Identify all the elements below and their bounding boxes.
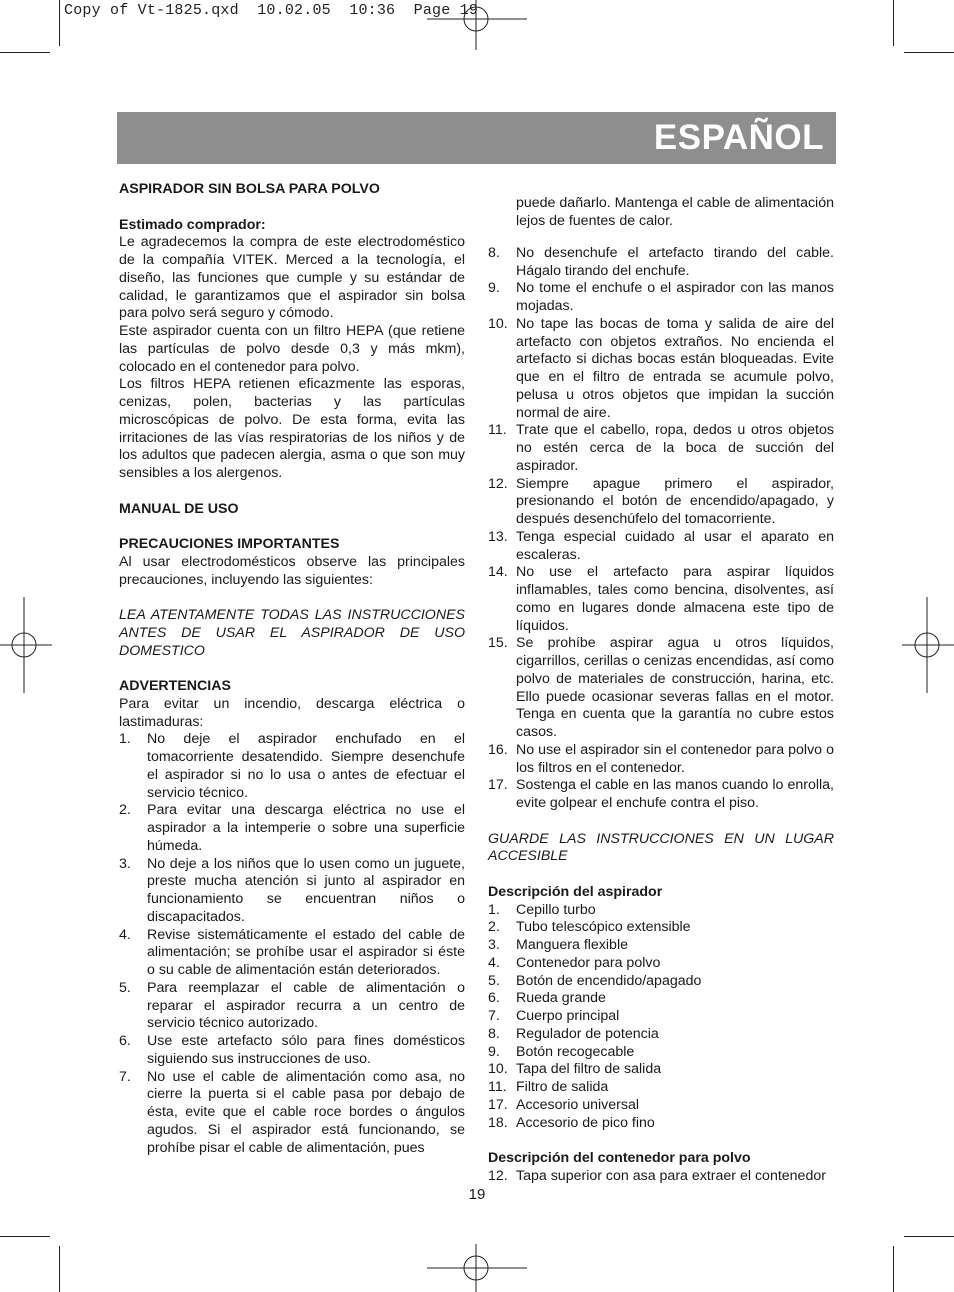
list-item bbox=[488, 937, 834, 955]
list-item-number: 17. bbox=[488, 777, 508, 794]
list-item bbox=[119, 856, 465, 927]
list-item-text: Sostenga el cable en las manos cuando lo enrolla, evite golpear el enchufe contra el piso. bbox=[516, 777, 834, 812]
list-item bbox=[488, 316, 834, 423]
list-item-number: 8. bbox=[488, 244, 500, 261]
list-item bbox=[488, 1168, 834, 1186]
list-item-text: Manguera flexible bbox=[516, 937, 628, 954]
list-item-text: No use el cable de alimentación como asa, no cierre la puerta si el cable pasa por debajo de ésta, evite que el cable roce bordes o ángulos agudos. Si el aspirador está funcionando, se prohíbe pisar el cable de alimentación, pues bbox=[147, 1068, 465, 1156]
list-item bbox=[488, 1097, 834, 1115]
list-item-continuation: puede dañarlo. Mantenga el cable de alimentación lejos de fuentes de calor. bbox=[516, 195, 834, 229]
list-item-text: No use el aspirador sin el contenedor para polvo o los filtros en el contenedor. bbox=[516, 741, 834, 776]
greeting-heading: Estimado comprador: bbox=[119, 216, 266, 233]
list-item bbox=[119, 927, 465, 980]
list-item-text: Tubo telescópico extensible bbox=[516, 919, 691, 936]
list-item-number: 8. bbox=[488, 1025, 500, 1042]
list-item-text: Filtro de salida bbox=[516, 1079, 609, 1096]
list-item bbox=[488, 635, 834, 742]
list-item bbox=[488, 280, 834, 316]
list-item bbox=[488, 955, 834, 973]
intro-paragraph: Los filtros HEPA retienen eficazmente las esporas, cenizas, polen, bacterias y las partículas microscópicas de polvo. De esta forma, evita las irritaciones de las vías respiratorias de los niños y de los adultos que padecen alergia, asma o que son muy sensibles a los alergenos. bbox=[119, 376, 465, 481]
list-item-text: Cepillo turbo bbox=[516, 901, 596, 918]
list-item-text: Accesorio de pico fino bbox=[516, 1114, 655, 1131]
list-item-text: No tome el enchufe o el aspirador con las manos mojadas. bbox=[516, 280, 834, 315]
list-item-text: Botón de encendido/apagado bbox=[516, 972, 702, 989]
list-item bbox=[488, 529, 834, 565]
list-item bbox=[119, 802, 465, 855]
container-parts-list bbox=[488, 1168, 834, 1186]
list-item-number: 12. bbox=[488, 1167, 508, 1184]
list-item-text: No desenchufe el artefacto tirando del cable. Hágalo tirando del enchufe. bbox=[516, 244, 834, 279]
list-item bbox=[119, 1033, 465, 1069]
list-item-number: 7. bbox=[119, 1068, 131, 1085]
list-item bbox=[488, 1044, 834, 1062]
list-item bbox=[488, 1008, 834, 1026]
warnings-list bbox=[119, 731, 465, 1157]
list-item bbox=[488, 1061, 834, 1079]
list-item-number: 12. bbox=[488, 475, 508, 492]
list-item bbox=[488, 1079, 834, 1097]
list-item-number: 9. bbox=[488, 280, 500, 297]
list-item-number: 2. bbox=[119, 802, 131, 819]
list-item-number: 16. bbox=[488, 741, 508, 758]
keep-notice: GUARDE LAS INSTRUCCIONES EN UN LUGAR ACCESIBLE bbox=[488, 830, 834, 865]
left-column bbox=[119, 181, 465, 1157]
read-notice: LEA ATENTAMENTE TODAS LAS INSTRUCCIONES ANTES DE USAR EL ASPIRADOR DE USO DOMESTICO bbox=[119, 607, 465, 659]
list-item-text: Rueda grande bbox=[516, 990, 606, 1007]
list-item-number: 17. bbox=[488, 1096, 508, 1113]
list-item bbox=[488, 476, 834, 529]
list-item-number: 3. bbox=[488, 937, 500, 954]
list-item bbox=[488, 1115, 834, 1133]
list-item bbox=[488, 902, 834, 920]
list-item-number: 10. bbox=[488, 315, 508, 332]
list-item-text: No deje a los niños que lo usen como un juguete, preste mucha atención si junto al aspirador en funcionamiento se encuentran niños o discapacitados. bbox=[147, 855, 465, 925]
list-item-number: 15. bbox=[488, 635, 508, 652]
list-item-text: Trate que el cabello, ropa, dedos u otros objetos no estén cerca de la boca de succión del aspirador. bbox=[516, 422, 834, 474]
list-item bbox=[488, 742, 834, 778]
list-item-number: 14. bbox=[488, 564, 508, 581]
registration-mark-top bbox=[427, 0, 527, 50]
document-title: ASPIRADOR SIN BOLSA PARA POLVO bbox=[119, 181, 380, 197]
list-item-text: No deje el aspirador enchufado en el tomacorriente desatendido. Siempre desenchufe el aspirador si no lo usa o antes de efectuar el servicio técnico. bbox=[147, 731, 465, 801]
list-item-text: Para evitar una descarga eléctrica no use el aspirador a la intemperie o sobre una superficie húmeda. bbox=[147, 802, 465, 854]
list-item-number: 10. bbox=[488, 1061, 508, 1078]
warnings-text: Para evitar un incendio, descarga eléctrica o lastimaduras: bbox=[119, 695, 465, 730]
list-item bbox=[488, 564, 834, 635]
list-item bbox=[119, 980, 465, 1033]
list-item-text: No use el artefacto para aspirar líquidos inflamables, tales como bencina, disolventes, así como en lugares donde almacena este tipo de líquidos. bbox=[516, 564, 834, 634]
list-item bbox=[488, 919, 834, 937]
registration-mark-right bbox=[902, 597, 954, 693]
language-banner bbox=[117, 112, 836, 164]
list-item-text: Se prohíbe aspirar agua u otros líquidos, cigarrillos, cerillas o cenizas encendidas, así como polvo de materiales de construcción, harina, etc. Ello puede ocasionar severas fallas en el motor. Tenga en cuenta que la garantía no cubre estos casos. bbox=[516, 635, 834, 741]
list-item-number: 4. bbox=[119, 926, 131, 943]
list-item-text: Tapa del filtro de salida bbox=[516, 1061, 662, 1078]
list-item-number: 5. bbox=[488, 972, 500, 989]
list-item-text: Tapa superior con asa para extraer el contenedor bbox=[516, 1167, 826, 1184]
list-item-number: 11. bbox=[488, 422, 507, 439]
list-item-number: 3. bbox=[119, 855, 131, 872]
list-item-text: Para reemplazar el cable de alimentación o reparar el aspirador recurra a un centro de servicio técnico autorizado. bbox=[147, 979, 465, 1032]
parts-list bbox=[488, 902, 834, 1133]
list-item-text: Botón recogecable bbox=[516, 1043, 635, 1060]
list-item-number: 9. bbox=[488, 1043, 500, 1060]
list-item bbox=[119, 1069, 465, 1158]
list-item bbox=[119, 731, 465, 802]
list-item-number: 6. bbox=[488, 990, 500, 1007]
banner-title: ESPAÑOL bbox=[653, 118, 824, 157]
intro-paragraph: Este aspirador cuenta con un filtro HEPA (que retiene las partículas de polvo desde 0,3 y más mkm), colocado en el contenedor para polvo. bbox=[119, 323, 465, 375]
precautions-text: Al usar electrodomésticos observe las principales precauciones, incluyendo las siguientes: bbox=[119, 553, 465, 588]
list-item-number: 1. bbox=[488, 901, 500, 918]
list-item-text: No tape las bocas de toma y salida de aire del artefacto con objetos extraños. No encienda el artefacto si dichas bocas están bloqueadas. Evite que en el filtro de entrada se acumule polvo, pelusa u otros objetos que impidan la succión normal de aire. bbox=[516, 315, 834, 421]
list-item-number: 18. bbox=[488, 1114, 508, 1131]
list-item bbox=[488, 990, 834, 1008]
right-column bbox=[488, 181, 834, 1186]
intro-paragraph: Le agradecemos la compra de este electrodoméstico de la compañía VITEK. Merced a la tecnología, el diseño, las funciones que cumple y su estándar de calidad, le garantizamos que el aspirador sin bolsa para polvo será seguro y cómodo. bbox=[119, 234, 465, 322]
list-item-text: Contenedor para polvo bbox=[516, 954, 661, 971]
list-item-number: 7. bbox=[488, 1008, 500, 1025]
list-item-text: Accesorio universal bbox=[516, 1096, 640, 1113]
list-item-number: 6. bbox=[119, 1033, 131, 1049]
warnings-list-continued bbox=[488, 245, 834, 813]
precautions-heading: PRECAUCIONES IMPORTANTES bbox=[119, 536, 340, 552]
print-slug: Copy of Vt-1825.qxd 10.02.05 10:36 Page 19 bbox=[64, 2, 479, 19]
list-item bbox=[488, 1026, 834, 1044]
page-number: 19 bbox=[468, 1186, 486, 1203]
description-heading: Descripción del aspirador bbox=[488, 883, 663, 900]
list-item-text: Siempre apague primero el aspirador, presionando el botón de encendido/apagado, y después desenchúfelo del tomacorriente. bbox=[516, 475, 834, 528]
list-item-text: Cuerpo principal bbox=[516, 1008, 620, 1025]
registration-mark-bottom bbox=[427, 1244, 527, 1292]
list-item bbox=[488, 422, 834, 475]
list-item bbox=[488, 245, 834, 281]
list-item-number: 2. bbox=[488, 919, 500, 936]
list-item-text: Regulador de potencia bbox=[516, 1025, 659, 1042]
list-item-number: 4. bbox=[488, 954, 500, 971]
list-item-number: 11. bbox=[488, 1079, 507, 1096]
list-item-number: 5. bbox=[119, 979, 131, 996]
list-item bbox=[488, 973, 834, 991]
manual-heading: MANUAL DE USO bbox=[119, 500, 239, 517]
warnings-heading: ADVERTENCIAS bbox=[119, 678, 231, 694]
list-item-text: Revise sistemáticamente el estado del cable de alimentación; se prohíbe usar el aspirador si éste o su cable de alimentación están deteriorados. bbox=[147, 926, 465, 978]
list-item-number: 1. bbox=[119, 731, 131, 748]
list-item-text: Use este artefacto sólo para fines domésticos siguiendo sus instrucciones de uso. bbox=[147, 1033, 465, 1067]
list-item-text: Tenga especial cuidado al usar el aparato en escaleras. bbox=[516, 528, 834, 563]
registration-mark-left bbox=[0, 597, 52, 693]
list-item bbox=[488, 777, 834, 813]
container-heading: Descripción del contenedor para polvo bbox=[488, 1150, 751, 1167]
list-item-number: 13. bbox=[488, 528, 508, 545]
